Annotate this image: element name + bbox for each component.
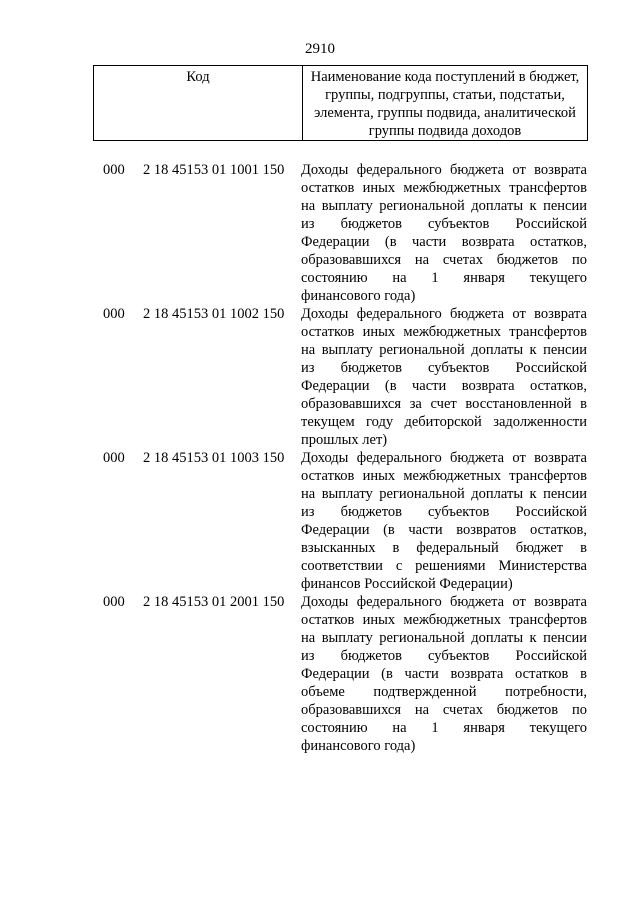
description-line: на выплату региональной доплаты к пенсии [301, 342, 587, 358]
description-line: состоянию на 1 января текущего [301, 720, 587, 736]
description-line: финансового года) [301, 288, 416, 304]
header-name-cell: Наименование кода поступлений в бюджет, группы, подгруппы, статьи, подстатьи, элемента, группы подвида, аналитической группы подвида доходов [303, 66, 588, 141]
row-admin-code: 000 [103, 162, 125, 178]
row-admin-code: 000 [103, 306, 125, 322]
page-number: 2910 [305, 41, 335, 57]
header-row [94, 66, 588, 141]
description-line: остатков иных межбюджетных трансфертов [301, 468, 587, 484]
description-line: финансового года) [301, 738, 416, 754]
description-line: финансов Российской Федерации) [301, 576, 513, 592]
description-line: Федерации (в части возврата остатков, [301, 378, 587, 394]
description-line: Федерации (в части возвратов остатков, [301, 522, 587, 538]
row-description [301, 305, 587, 449]
row-budget-code: 2 18 45153 01 1002 150 [143, 306, 285, 322]
description-line: образовавшихся на счетах бюджетов по [301, 702, 587, 718]
description-line: из бюджетов субъектов Российской [301, 504, 587, 520]
header-code-cell: Код [94, 66, 303, 141]
description-line: Федерации (в части возврата остатков в [301, 666, 587, 682]
row-admin-code: 000 [103, 594, 125, 610]
description-line: объеме подтвержденной потребности, [301, 684, 587, 700]
description-line: Доходы федерального бюджета от возврата [301, 162, 587, 178]
description-line: из бюджетов субъектов Российской [301, 216, 587, 232]
code-row [0, 593, 640, 755]
description-line: Федерации (в части возврата остатков, [301, 234, 587, 250]
description-line: Доходы федерального бюджета от возврата [301, 450, 587, 466]
row-description [301, 449, 587, 593]
description-line: на выплату региональной доплаты к пенсии [301, 630, 587, 646]
row-budget-code: 2 18 45153 01 1001 150 [143, 162, 285, 178]
description-line: остатков иных межбюджетных трансфертов [301, 180, 587, 196]
code-list [0, 161, 640, 755]
description-line: Доходы федерального бюджета от возврата [301, 306, 587, 322]
description-line: из бюджетов субъектов Российской [301, 648, 587, 664]
code-row [0, 161, 640, 305]
description-line: Доходы федерального бюджета от возврата [301, 594, 587, 610]
description-line: на выплату региональной доплаты к пенсии [301, 198, 587, 214]
row-description [301, 161, 587, 305]
description-line: на выплату региональной доплаты к пенсии [301, 486, 587, 502]
description-line: из бюджетов субъектов Российской [301, 360, 587, 376]
description-line: соответствии с решениями Министерства [301, 558, 587, 574]
description-line: образовавшихся на счетах бюджетов по [301, 252, 587, 268]
code-row [0, 305, 640, 449]
row-admin-code: 000 [103, 450, 125, 466]
description-line: взысканных в федеральный бюджет в [301, 540, 587, 556]
description-line: состоянию на 1 января текущего [301, 270, 587, 286]
header-table [93, 65, 588, 141]
description-line: образовавшихся за счет восстановленной в [301, 396, 587, 412]
description-line: остатков иных межбюджетных трансфертов [301, 324, 587, 340]
description-line: прошлых лет) [301, 432, 388, 448]
row-budget-code: 2 18 45153 01 2001 150 [143, 594, 285, 610]
row-description [301, 593, 587, 755]
code-row [0, 449, 640, 593]
description-line: остатков иных межбюджетных трансфертов [301, 612, 587, 628]
row-budget-code: 2 18 45153 01 1003 150 [143, 450, 285, 466]
description-line: текущем году дебиторской задолженности [301, 414, 587, 430]
